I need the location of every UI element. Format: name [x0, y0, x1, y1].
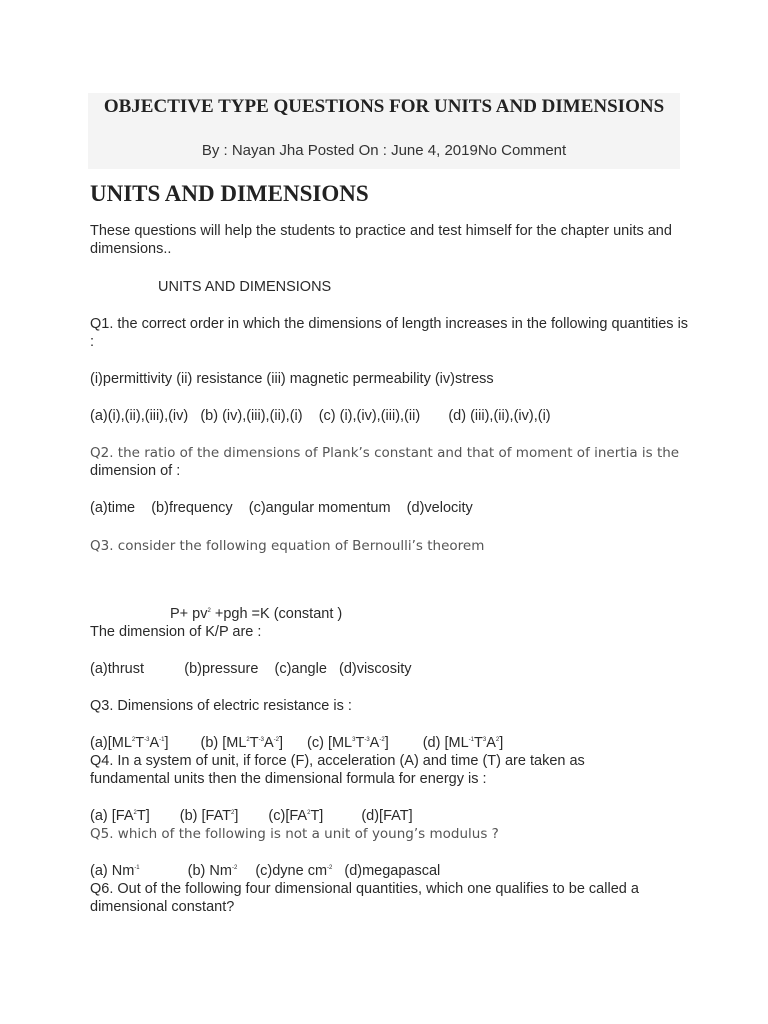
- option-c: (c) $[ML^3T^{-3}A^{-2}]$: [307, 735, 389, 751]
- option-b: (b) $Nm^{-2}$: [187, 863, 238, 879]
- equation-part: +pgh =K (constant ): [210, 606, 343, 622]
- question-3a-text: Q3. consider the following equation of Bernoulli’s theorem: [90, 538, 485, 554]
- option-b: (b) $[ML^2T^{-3}A^{-2}]$: [200, 735, 284, 751]
- question-4-text-cont: fundamental units then the dimensional formula for energy is :: [90, 771, 487, 787]
- question-2-options: (a)time (b)frequency (c)angular momentum (d)velocity: [90, 500, 473, 516]
- question-4-options: [90, 807, 690, 825]
- question-3a-subtext: The dimension of K/P are :: [90, 624, 262, 640]
- option-c: (c)dyne $cm^{-2}$: [255, 863, 333, 879]
- question-2-text-cont: dimension of :: [90, 463, 181, 479]
- question-5-options: [90, 862, 690, 880]
- option-b: (b) [FAT$^2$]: [179, 808, 239, 824]
- option-a: (a) $[FA^2T]$: [90, 808, 150, 824]
- equation-superscript: 2: [207, 608, 211, 615]
- question-3b-options: [90, 734, 690, 752]
- article-byline: By : Nayan Jha Posted On : June 4, 2019No Comment: [201, 142, 567, 159]
- section-heading: UNITS AND DIMENSIONS: [90, 181, 369, 206]
- option-a: (a) $Nm^{-1}$: [90, 863, 140, 879]
- option-d: (d) $[ML^{-1}T^3A^2]$: [422, 735, 504, 751]
- question-6-text: Q6. Out of the following four dimensional quantities, which one qualifies to be called a: [90, 881, 639, 897]
- question-2-text: Q2. the ratio of the dimensions of Plank’s constant and that of moment of inertia is the: [90, 445, 680, 461]
- question-1-text: Q1. the correct order in which the dimensions of length increases in the following quantities is :: [90, 316, 689, 350]
- option-d: (d)megapascal: [344, 863, 441, 879]
- question-1-items: (i)permittivity (ii) resistance (iii) magnetic permeability (iv)stress: [90, 371, 494, 387]
- equation-part: P+ pv: [170, 606, 208, 622]
- question-1-options: (a)(i),(ii),(iii),(iv) (b) (iv),(iii),(ii),(i) (c) (i),(iv),(iii),(ii) (d) (iii),(ii),(iv),(i): [90, 408, 551, 424]
- option-a: $(a)[ML^2T^{-3}A^{-1}]$: [90, 735, 169, 751]
- question-4-text: Q4. In a system of unit, if force (F), acceleration (A) and time (T) are taken as: [90, 753, 585, 769]
- option-c: $(c)[FA^2T]$: [268, 808, 324, 824]
- bernoulli-equation: [170, 605, 768, 623]
- option-d: (d)[FAT]: [361, 808, 413, 824]
- question-6-text-cont: dimensional constant?: [90, 899, 235, 915]
- question-3b-text: Q3. Dimensions of electric resistance is :: [90, 698, 352, 714]
- sub-heading: UNITS AND DIMENSIONS: [158, 279, 332, 295]
- article-title: OBJECTIVE TYPE QUESTIONS FOR UNITS AND DIMENSIONS: [103, 96, 665, 117]
- question-5-text: Q5. which of the following is not a unit of young’s modulus ?: [90, 826, 499, 842]
- question-3a-options: (a)thrust (b)pressure (c)angle (d)viscosity: [90, 661, 412, 677]
- intro-paragraph: These questions will help the students to practice and test himself for the chapter units and dimensions..: [90, 223, 672, 257]
